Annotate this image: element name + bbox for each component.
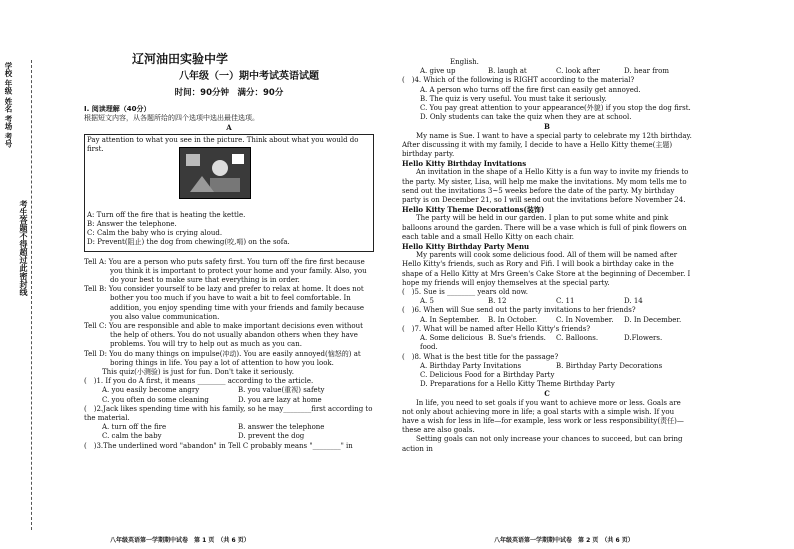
q5-option-b: B. 12	[488, 297, 507, 306]
passage-c-letter: C	[544, 389, 550, 399]
q3-option-a: A. give up	[420, 67, 456, 76]
heading-menu: Hello Kitty Birthday Party Menu	[402, 242, 530, 252]
q8-option-a: A. Birthday Party Invitations	[420, 361, 522, 370]
q8-option-b: B. Birthday Party Decorations	[556, 361, 663, 370]
q2-option-a: A. turn off the fire	[102, 423, 167, 432]
box-option-b: B: Answer the telephone.	[87, 219, 177, 228]
q7-option-c: C. Balloons.	[556, 334, 599, 343]
q7-option-d: D.Flowers.	[624, 334, 663, 343]
heading-decorations: Hello Kitty Theme Decorations(装饰)	[402, 205, 545, 215]
q4-option-a: A. A person who turns off the fire first can easily get annoyed.	[420, 85, 641, 94]
q4-option-c: C. You pay great attention to your appearance(外貌) if you stop the dog first.	[420, 104, 691, 113]
q1-option-c: C. you often do some cleaning	[102, 395, 209, 404]
q4-option-b: B. The quiz is very useful. You must take it seriously.	[420, 94, 607, 103]
footer-page-2: 八年级英语第一学期期中试卷 第 2 页 （共 6 页）	[494, 537, 634, 544]
tell-c: Tell C: You are responsible and able to make important decisions even without the help of others. You do not usually abandon others when they have problems. You will try to help out as much as you can.	[84, 322, 363, 349]
box-option-a: A: Turn off the fire that is heating the kettle.	[87, 210, 246, 219]
time-score: 时间：90分钟 满分：90分	[174, 88, 284, 98]
q7-option-b: B. Sue's friends.	[488, 334, 546, 343]
room-illustration	[179, 147, 251, 199]
quiz-picture-box	[84, 134, 374, 252]
passage-b-letter: B	[544, 122, 550, 132]
student-info-fields: 学校 年级 姓名 考场 考号	[4, 62, 13, 148]
exam-title: 八年级（一）期中考试英语试题	[179, 71, 319, 82]
q7-option-a: A. Some delicious food.	[420, 334, 484, 352]
paragraph-menu: My parents will cook some delicious food. All of them will be named after Hello Kitty's friends, such as Rory and Fifi. I will book a birthday cake in the shape of a Hello Kitty at Mrs Green's Cake Store at the beginning of December. I hope my friends will enjoy themselves at the special party.	[402, 251, 691, 287]
question-4: ( )4. Which of the following is RIGHT according to the material?	[402, 76, 635, 85]
seal-dashed-line	[31, 60, 32, 530]
passage-c-paragraph-1: In life, you need to set goals if you want to achieve more or less. Goals are not only about achieving more in life; a goal starts with a simple wish. If you have a wish for less in life—for example, less work or less responsibility(责任)—these are also goals.	[402, 398, 684, 435]
q3-option-c: C. look after	[556, 67, 600, 76]
question-7: ( )7. What will be named after Hello Kitty's friends?	[402, 324, 591, 333]
q2-option-d: D. prevent the dog	[238, 432, 305, 441]
q2-option-b: B. answer the telephone	[238, 423, 325, 432]
school-name: 辽河油田实验中学	[132, 52, 229, 66]
box-option-d: D: Prevent(阻止) the dog from chewing(咬,啃) on the sofa.	[87, 238, 290, 247]
box-prompt: Pay attention to what you see in the picture. Think about what you would do first.	[87, 135, 359, 153]
box-option-c: C: Calm the baby who is crying aloud.	[87, 229, 223, 238]
q1-option-a: A. you easily become angry	[102, 386, 200, 395]
question-3: ( )3.The underlined word "abandon" in Tell C probably means "________" in	[84, 441, 353, 450]
section-instruction: 根据短文内容，从各题所给的四个选项中选出最佳选项。	[84, 114, 259, 123]
question-5: ( )5. Sue is ________ years old now.	[402, 288, 529, 297]
q3-option-b: B. laugh at	[488, 67, 527, 76]
passage-b-intro: My name is Sue. I want to have a special party to celebrate my 12th birthday. After discussing it with my family, I decide to have a Hello Kitty theme(主题) birthday party.	[402, 131, 692, 159]
q4-option-d: D. Only students can take the quiz when they are at school.	[420, 113, 632, 122]
page-left	[84, 52, 374, 451]
q5-option-d: D. 14	[624, 297, 643, 306]
question-6: ( )6. When will Sue send out the party invitations to her friends?	[402, 306, 636, 315]
heading-invitations: Hello Kitty Birthday Invitations	[402, 159, 527, 169]
tell-b: Tell B: You consider yourself to be lazy and prefer to relax at home. It does not bother you too much if you have to wait a bit to feel comfortable. In addition, you enjoy spending time with your friends and family because you also value communication.	[84, 285, 364, 321]
paragraph-invitations: An invitation in the shape of a Hello Kitty is a fun way to invite my friends to the party. My sister, Lisa, will help me make the invitations. My mom tells me to send out the invitations 3~5 weeks before the date of the party. My birthday party is on December 21, so I will send out the invitations before November 24.	[402, 168, 689, 205]
paragraph-decorations: The party will be held in our garden. I plan to put some white and pink balloons around the garden. There will be a vase which is full of pink flowers on each table and a small Hello Kitty on each chair.	[402, 214, 687, 241]
q6-option-b: B. In October.	[488, 315, 538, 324]
seal-strip	[0, 0, 40, 549]
page-right	[402, 58, 692, 454]
q6-option-d: D. In December.	[624, 315, 682, 324]
question-1: ( )1. If you do A first, it means ________ according to the article.	[84, 377, 314, 386]
tell-d: Tell D: You do many things on impulse(冲动). You are easily annoyed(恼怒的) at boring things in life. You pay a lot of attention to how you look.	[84, 349, 361, 367]
tell-a: Tell A: You are a person who puts safety first. You turn off the fire first because you think it is important to protect your home and your family. Also, you do your best to make sure that everything is in order.	[84, 257, 367, 285]
q3-option-d: D. hear from	[624, 67, 669, 76]
q1-option-b: B. you value(重视) safety	[238, 386, 325, 395]
q5-option-a: A. 5	[420, 297, 434, 306]
passage-c-paragraph-2: Setting goals can not only increase your chances to succeed, but can bring action in	[402, 435, 683, 453]
seal-line-notice: 考生答题不得超过此密封线	[19, 200, 28, 296]
footer-page-1: 八年级英语第一学期期中试卷 第 1 页 （共 6 页）	[110, 537, 250, 544]
question-8: ( )8. What is the best title for the passage?	[402, 352, 559, 361]
q2-option-c: C. calm the baby	[102, 432, 162, 441]
q3-continuation: English.	[450, 58, 479, 66]
q8-option-d: D. Preparations for a Hello Kitty Theme Birthday Party	[420, 380, 615, 389]
question-2: ( )2.Jack likes spending time with his family, so he may________first according to the material.	[84, 404, 373, 423]
passage-a-letter: A	[226, 123, 232, 133]
quiz-note: This quiz(小测验) is just for fun. Don't take it seriously.	[102, 368, 294, 377]
q6-option-a: A. In September.	[420, 315, 480, 324]
q1-option-d: D. you are lazy at home	[238, 395, 322, 404]
q6-option-c: C. In November.	[556, 315, 614, 324]
section-title: I. 阅读理解（40分）	[84, 105, 151, 113]
q8-option-c: C. Delicious Food for a Birthday Party	[420, 370, 555, 379]
q5-option-c: C. 11	[556, 297, 575, 306]
